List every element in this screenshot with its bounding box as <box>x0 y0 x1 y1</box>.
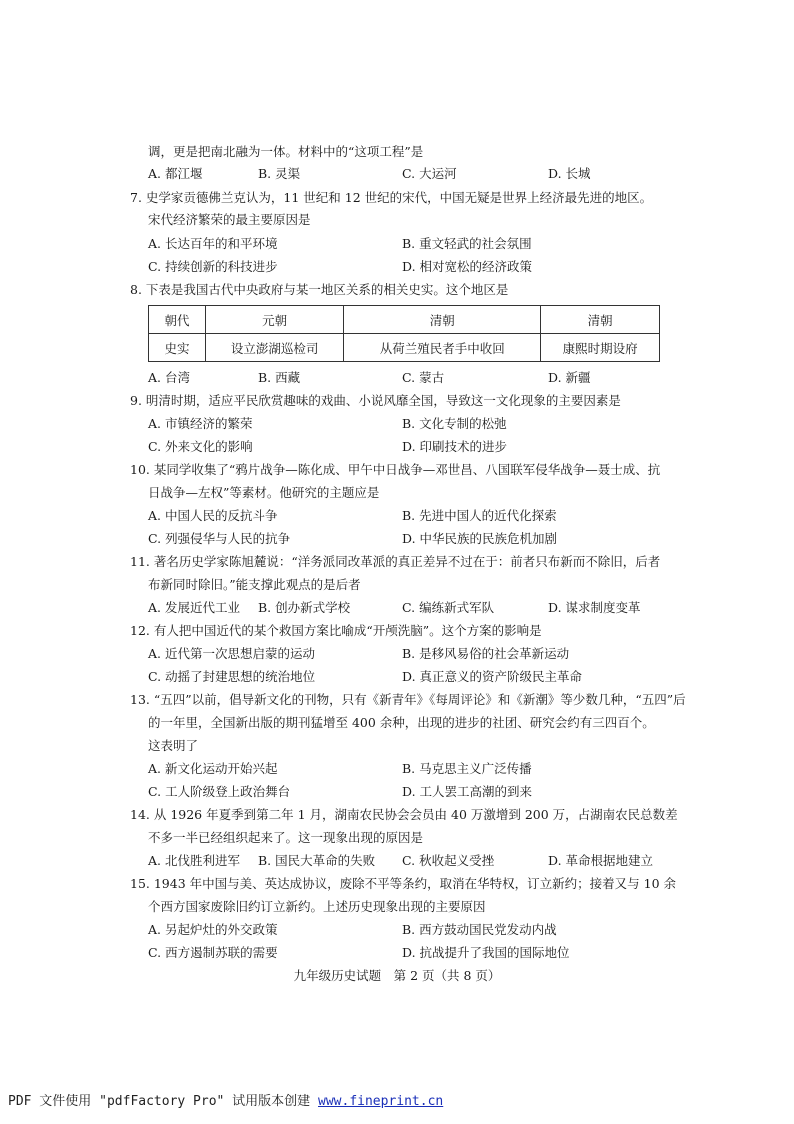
q12-option-b: B. 是移风易俗的社会革新运动 <box>402 646 570 661</box>
q14-option-d: D. 革命根据地建立 <box>548 853 654 868</box>
q7-option-a: A. 长达百年的和平环境 <box>148 236 278 251</box>
q8-option-c: C. 蒙古 <box>402 370 445 385</box>
table-cell: 从荷兰殖民者手中收回 <box>344 334 541 362</box>
q11-stem-1: 11. 著名历史学家陈旭麓说：“洋务派同改革派的真正差异不过在于：前者只布新而不除旧，后者 <box>130 554 661 569</box>
q6-stem-tail: 调，更是把南北融为一体。材料中的“这项工程”是 <box>148 144 424 159</box>
table-cell: 康熙时期设府 <box>541 334 660 362</box>
q13-stem-3: 这表明了 <box>148 738 199 753</box>
q10-stem-1: 10. 某同学收集了“鸦片战争—陈化成、甲午中日战争—邓世昌、八国联军侵华战争—聂士成、抗 <box>130 462 661 477</box>
q13-option-a: A. 新文化运动开始兴起 <box>148 761 278 776</box>
table-cell: 清朝 <box>344 306 541 334</box>
q9-option-a: A. 市镇经济的繁荣 <box>148 416 253 431</box>
q15-option-a: A. 另起炉灶的外交政策 <box>148 922 278 937</box>
q12-option-d: D. 真正意义的资产阶级民主革命 <box>402 669 583 684</box>
q14-option-b: B. 国民大革命的失败 <box>258 853 376 868</box>
q6-option-d: D. 长城 <box>548 166 591 181</box>
q15-option-c: C. 西方遏制苏联的需要 <box>148 945 278 960</box>
pdf-note-text: PDF 文件使用 "pdfFactory Pro" 试用版本创建 <box>8 1094 319 1109</box>
q12-option-c: C. 动摇了封建思想的统治地位 <box>148 669 316 684</box>
q13-stem-1: 13. “五四”以前，倡导新文化的刊物，只有《新青年》《每周评论》和《新潮》等少数几种，“五四”后 <box>130 692 686 707</box>
q6-option-a: A. 都江堰 <box>148 166 203 181</box>
q13-option-c: C. 工人阶级登上政治舞台 <box>148 784 291 799</box>
q9-option-c: C. 外来文化的影响 <box>148 439 253 454</box>
fineprint-link[interactable]: www.fineprint.cn <box>318 1094 444 1109</box>
q11-stem-2: 布新同时除旧。”能支撑此观点的是后者 <box>148 577 361 592</box>
table-row <box>149 334 660 362</box>
q7-stem-1: 7. 史学家贡德佛兰克认为，11 世纪和 12 世纪的宋代，中国无疑是世界上经济最先进的地区。 <box>130 190 653 205</box>
q6-option-c: C. 大运河 <box>402 166 457 181</box>
table-cell: 设立澎湖巡检司 <box>206 334 344 362</box>
q9-option-b: B. 文化专制的松弛 <box>402 416 507 431</box>
q7-option-b: B. 重文轻武的社会氛围 <box>402 236 532 251</box>
q15-stem-2: 个西方国家废除旧约订立新约。上述历史现象出现的主要原因 <box>148 899 486 914</box>
table-cell: 史实 <box>149 334 206 362</box>
q13-option-d: D. 工人罢工高潮的到来 <box>402 784 533 799</box>
page-footer: 九年级历史试题 第 2 页（共 8 页） <box>293 968 501 983</box>
q12-option-a: A. 近代第一次思想启蒙的运动 <box>148 646 315 661</box>
history-table <box>148 305 660 362</box>
q13-stem-2: 的一年里，全国新出版的期刊猛增至 400 余种，出现的进步的社团、研究会约有三四百个。 <box>148 715 655 730</box>
q8-stem: 8. 下表是我国古代中央政府与某一地区关系的相关史实。这个地区是 <box>130 282 509 297</box>
q10-stem-2: 日战争—左权”等素材。他研究的主题应是 <box>148 485 380 500</box>
table-cell: 元朝 <box>206 306 344 334</box>
q10-option-b: B. 先进中国人的近代化探索 <box>402 508 557 523</box>
q7-option-d: D. 相对宽松的经济政策 <box>402 259 533 274</box>
q14-stem-1: 14. 从 1926 年夏季到第二年 1 月，湖南农民协会会员由 40 万激增到 200 万，占湖南农民总数差 <box>130 807 678 822</box>
q12-stem: 12. 有人把中国近代的某个救国方案比喻成“开颅洗脑”。这个方案的影响是 <box>130 623 542 638</box>
q14-option-c: C. 秋收起义受挫 <box>402 853 495 868</box>
q15-option-d: D. 抗战提升了我国的国际地位 <box>402 945 570 960</box>
q8-option-a: A. 台湾 <box>148 370 190 385</box>
q7-option-c: C. 持续创新的科技进步 <box>148 259 278 274</box>
q11-option-b: B. 创办新式学校 <box>258 600 351 615</box>
q14-option-a: A. 北伐胜利进军 <box>148 853 240 868</box>
q7-stem-2: 宋代经济繁荣的最主要原因是 <box>148 212 311 227</box>
q10-option-a: A. 中国人民的反抗斗争 <box>148 508 278 523</box>
q11-option-a: A. 发展近代工业 <box>148 600 240 615</box>
table-cell: 清朝 <box>541 306 660 334</box>
q15-stem-1: 15. 1943 年中国与美、英达成协议，废除不平等条约，取消在华特权，订立新约；接着又与 10 余 <box>130 876 676 891</box>
q14-stem-2: 不多一半已经组织起来了。这一现象出现的原因是 <box>148 830 424 845</box>
q8-option-b: B. 西藏 <box>258 370 301 385</box>
table-cell: 朝代 <box>149 306 206 334</box>
q8-option-d: D. 新疆 <box>548 370 591 385</box>
q9-stem: 9. 明清时期，适应平民欣赏趣味的戏曲、小说风靡全国，导致这一文化现象的主要因素是 <box>130 393 621 408</box>
table-header-row <box>149 306 660 334</box>
q11-option-d: D. 谋求制度变革 <box>548 600 641 615</box>
q10-option-c: C. 列强侵华与人民的抗争 <box>148 531 291 546</box>
q10-option-d: D. 中华民族的民族危机加剧 <box>402 531 558 546</box>
q9-option-d: D. 印刷技术的进步 <box>402 439 508 454</box>
pdf-watermark-note <box>8 1090 443 1109</box>
q6-option-b: B. 灵渠 <box>258 166 301 181</box>
q11-option-c: C. 编练新式军队 <box>402 600 495 615</box>
q13-option-b: B. 马克思主义广泛传播 <box>402 761 532 776</box>
q15-option-b: B. 西方鼓动国民党发动内战 <box>402 922 557 937</box>
